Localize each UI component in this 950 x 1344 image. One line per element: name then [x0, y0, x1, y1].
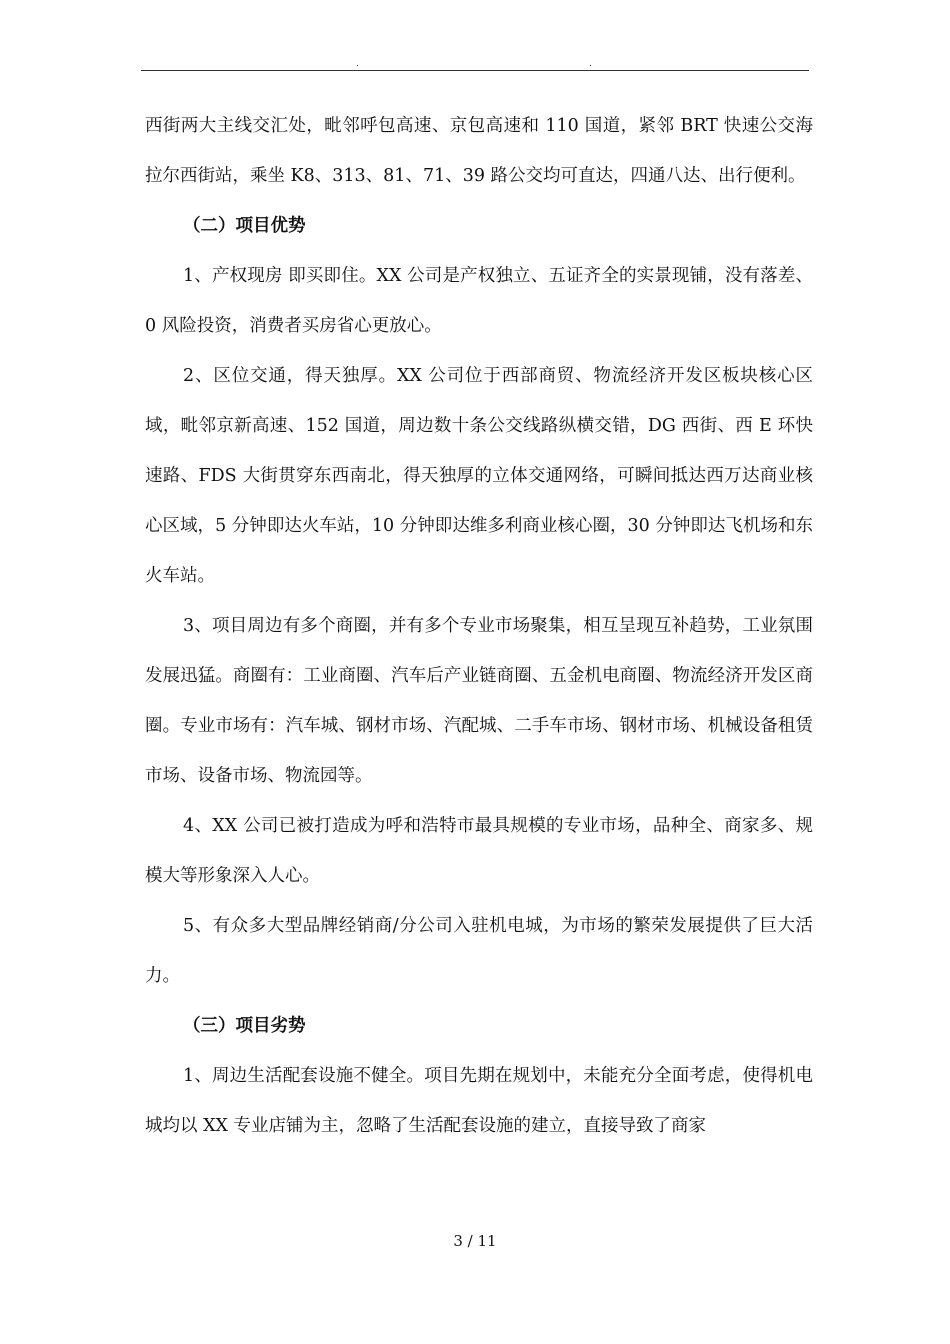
section-heading-advantages: （二）项目优势 — [183, 216, 306, 236]
advantage-paragraph-5: 5、有众多大型品牌经销商/分公司入驻机电城，为市场的繁荣发展提供了巨大活力。 — [145, 916, 813, 986]
intro-paragraph: 西街两大主线交汇处，毗邻呼包高速、京包高速和 110 国道，紧邻 BRT 快速公交海拉尔西街站，乘坐 K8、313、81、71、39 路公交均可直达，四通八达、出行便利。 — [145, 116, 813, 186]
section-heading-disadvantages: （三）项目劣势 — [183, 1016, 306, 1036]
advantage-paragraph-1: 1、产权现房 即买即住。XX 公司是产权独立、五证齐全的实景现铺，没有落差、0 风险投资，消费者买房省心更放心。 — [145, 266, 813, 336]
advantage-paragraph-2: 2、区位交通，得天独厚。XX 公司位于西部商贸、物流经济开发区板块核心区域，毗邻京新高速、152 国道，周边数十条公交线路纵横交错，DG 西街、西 E 环快速路、FDS 大街贯穿东西南北，得天独厚的立体交通网络，可瞬间抵达西万达商业核心区域，5 分钟即达火车站，10 分钟即达维多利商业核心圈，30 分钟即达飞机场和东火车站。 — [145, 366, 813, 586]
header-mark-right: . — [589, 59, 592, 69]
header-rule — [141, 70, 809, 71]
document-body — [145, 101, 813, 1151]
advantage-paragraph-3: 3、项目周边有多个商圈，并有多个专业市场聚集，相互呈现互补趋势，工业氛围发展迅猛。商圈有：工业商圈、汽车后产业链商圈、五金机电商圈、物流经济开发区商圈。专业市场有：汽车城、钢材市场、汽配城、二手车市场、钢材市场、机械设备租赁市场、设备市场、物流园等。 — [145, 616, 813, 786]
advantage-paragraph-4: 4、XX 公司已被打造成为呼和浩特市最具规模的专业市场，品种全、商家多、规模大等形象深入人心。 — [145, 816, 813, 886]
header-mark-left: . — [356, 59, 359, 69]
page-number: 3 / 11 — [453, 1232, 497, 1250]
disadvantage-paragraph-1: 1、周边生活配套设施不健全。项目先期在规划中，未能充分全面考虑，使得机电城均以 XX 专业店铺为主，忽略了生活配套设施的建立，直接导致了商家 — [145, 1066, 813, 1136]
